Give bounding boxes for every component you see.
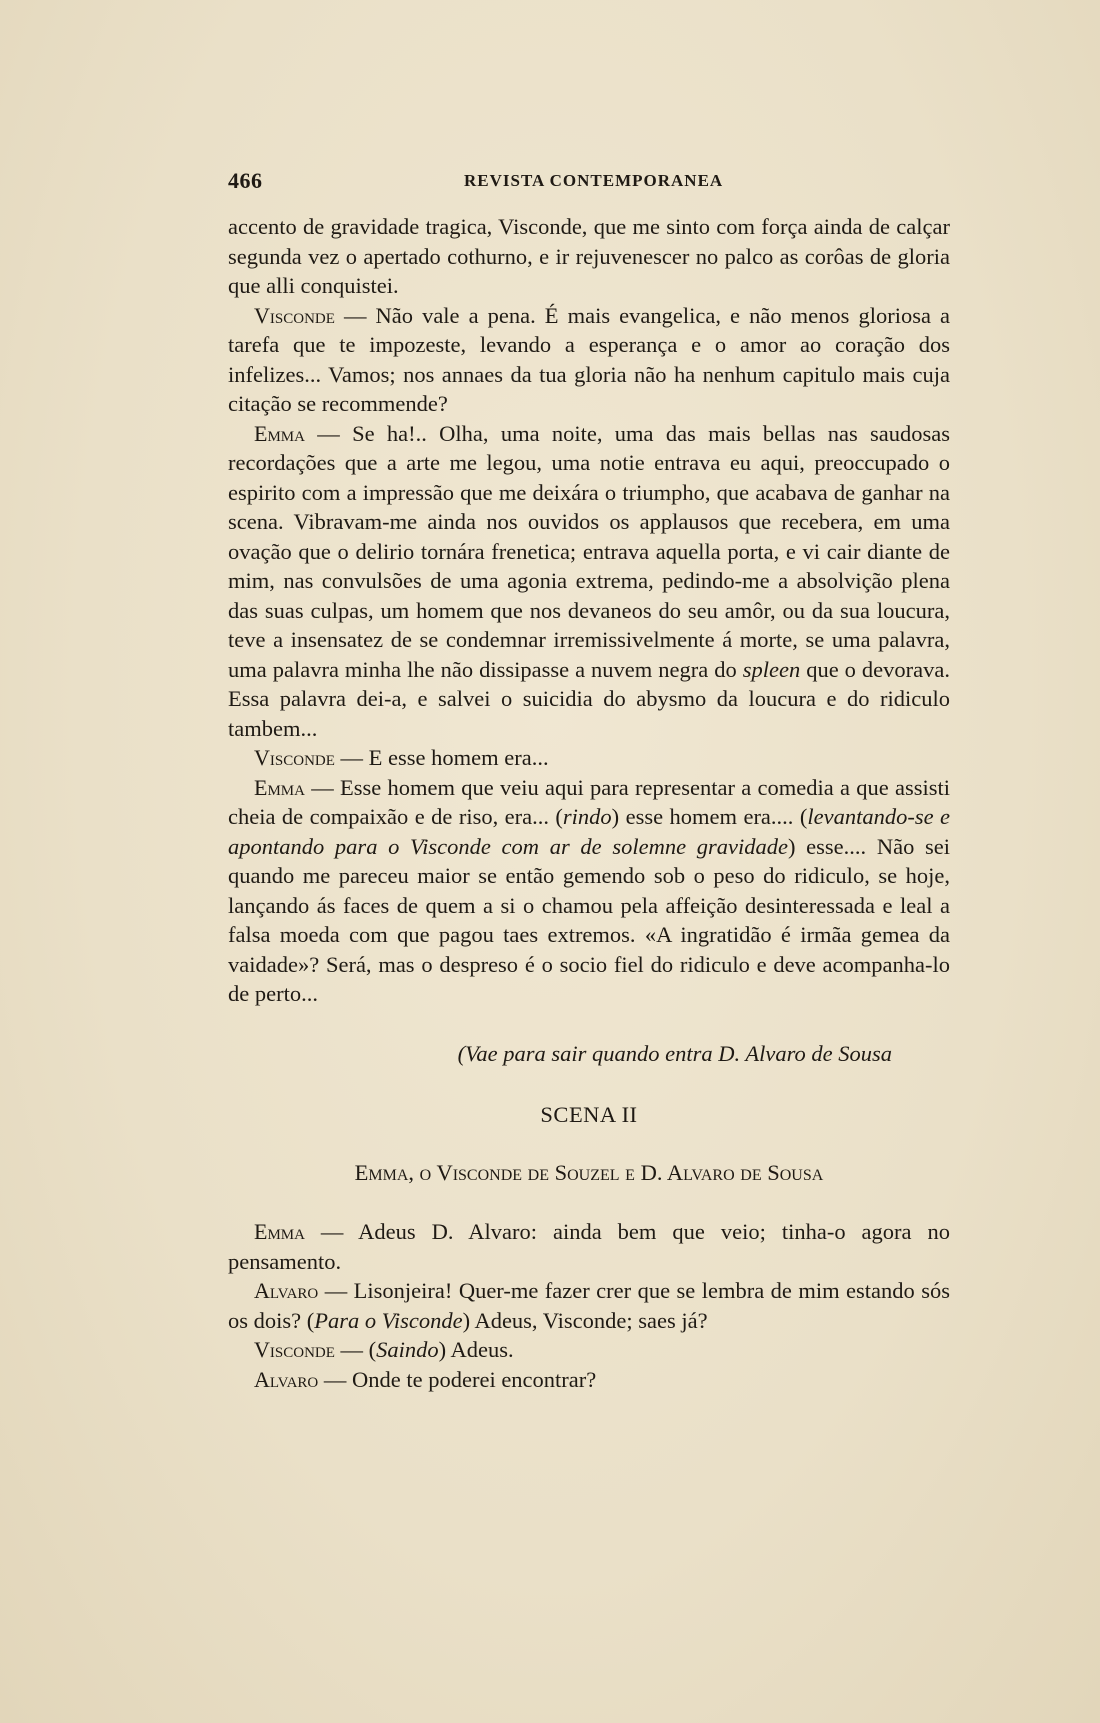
- stage-note: rindo: [562, 804, 612, 829]
- text-body: [228, 212, 950, 1394]
- speaker-name: Alvaro: [254, 1366, 319, 1392]
- italic-word: spleen: [742, 656, 801, 682]
- dialogue-text: — Adeus D. Alvaro: ainda bem que veio; tinha-o agora no pensamento.: [228, 1219, 950, 1274]
- dialogue-paragraph: [228, 1365, 950, 1395]
- dialogue-text: ) Adeus, Visconde; saes já?: [462, 1307, 708, 1333]
- stage-note: Para o Visconde: [314, 1307, 463, 1333]
- stage-note: Saindo: [376, 1337, 439, 1362]
- dialogue-text: — E esse homem era...: [334, 745, 549, 770]
- dialogue-text: que o devorava. Essa palavra dei-a, e salvei o suicidia do abysmo da loucura e do ridiculo tambem...: [228, 656, 950, 741]
- dialogue-text: — (: [334, 1337, 377, 1362]
- characters-line: Emma, o Visconde de Souzel e D. Alvaro de Sousa: [354, 1159, 824, 1185]
- running-title: REVISTA CONTEMPORANEA: [464, 171, 724, 190]
- speaker-name: Emma: [254, 774, 305, 800]
- paragraph-text: accento de gravidade tragica, Visconde, que me sinto com força ainda de calçar segunda vez o apertado cothurno, e ir rejuvenescer no palco as corôas de gloria que alli conquistei.: [228, 214, 950, 298]
- dialogue-paragraph: [228, 743, 950, 773]
- scene-dialogue: [228, 1217, 950, 1394]
- dialogue-paragraph: [228, 1217, 950, 1276]
- dialogue-text: — Não vale a pena. É mais evangelica, e não menos gloriosa a tarefa que te impozeste, levando a esperança e o amor ao coração dos infelizes... Vamos; nos annaes da tua gloria não ha nenhum capitulo mais cuja citação se recommende?: [228, 302, 950, 416]
- speaker-name: Visconde: [254, 302, 335, 328]
- dialogue-paragraph: [228, 1335, 950, 1365]
- speaker-name: Visconde: [254, 1337, 335, 1362]
- paragraph-continuation: [228, 212, 950, 301]
- speaker-name: Emma: [254, 420, 305, 446]
- dialogue-text: ) esse homem era.... (: [611, 804, 808, 829]
- speaker-name: Visconde: [254, 745, 335, 770]
- dialogue-text: — Onde te poderei encontrar?: [318, 1366, 597, 1392]
- speaker-name: Alvaro: [254, 1278, 319, 1303]
- dialogue-paragraph: [228, 773, 950, 1009]
- dialogue-text: ) esse.... Não sei quando me pareceu maior se então gemendo sob o peso do ridiculo, se hoje, lançando ás faces de quem a si o chamou pela affeição desinteressada e leal a falsa moeda com que pagou taes extremos. «A ingratidão é irmãa gemea da vaidade»? Será, mas o despreso é o socio fiel do ridiculo e deve acompanha-lo de perto...: [228, 833, 950, 1006]
- scene-title: SCENA II: [540, 1102, 638, 1127]
- dialogue-text: — Esse homem que veiu aqui para representar a comedia a que assisti cheia de compaixão e de riso, era... (: [228, 774, 950, 829]
- stage-note: levantando-se e apontando para o Visconde com ar de solemne gravidade: [228, 804, 950, 859]
- page-number: 466: [228, 168, 263, 193]
- page-header: [228, 168, 848, 196]
- stage-direction: (Vae para sair quando entra D. Alvaro de Sousa: [457, 1040, 892, 1066]
- dialogue-text: — Se ha!.. Olha, uma noite, uma das mais bellas nas saudosas recordações que a arte me legou, uma notie entrava eu aqui, preoccupado o espirito com a impressão que me deixára o triumpho, que acabava de ganhar na scena. Vibravam-me ainda nos ouvidos os applausos que recebera, em uma ovação que o delirio tornára frenetica; entrava aquella porta, e vi cair diante de mim, nas convulsões de uma agonia extrema, pedindo-me a absolvição plena das suas culpas, um homem que nos devaneos do seu amôr, ou da sua loucura, teve a insensatez de se condemnar irremissivelmente á morte, se uma palavra, uma palavra minha lhe não dissipasse a nuvem negra do: [228, 420, 950, 682]
- dialogue-paragraph: [228, 419, 950, 744]
- dialogue-paragraph: [228, 1276, 950, 1335]
- dialogue-text: — Lisonjeira! Quer-me fazer crer que se lembra de mim estando sós os dois? (: [228, 1278, 950, 1333]
- dialogue-paragraph: [228, 301, 950, 419]
- dialogue-text: ) Adeus.: [438, 1337, 514, 1362]
- speaker-name: Emma: [254, 1219, 305, 1244]
